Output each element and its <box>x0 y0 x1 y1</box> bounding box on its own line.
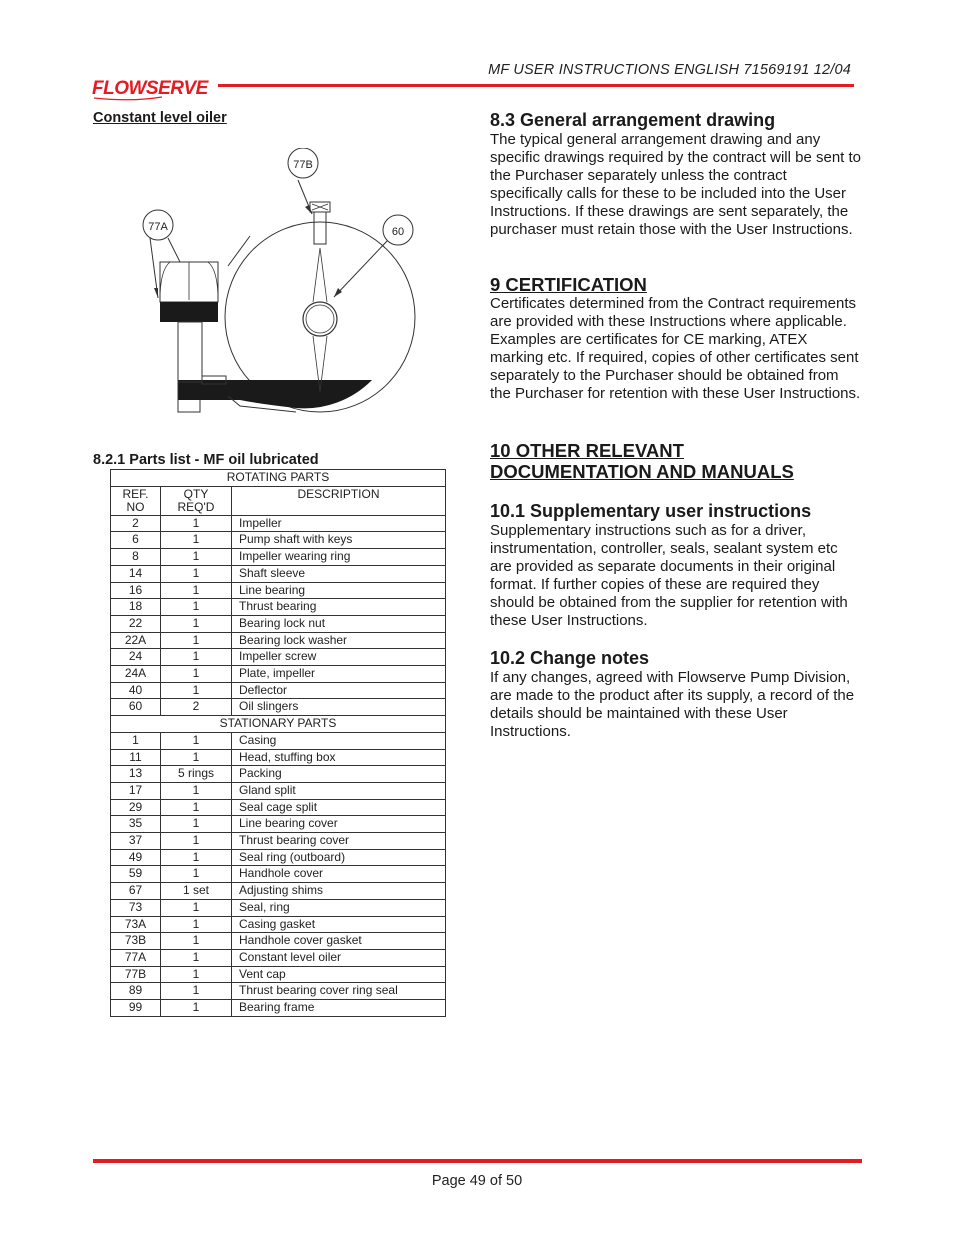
section-10-1-body: Supplementary instructions such as for a driver, instrumentation, controller, seals, sealant system etc are provided as separate documents in their original format. If further copies of these are required they should be obtained from the supplier for retention with these User Instructions. <box>490 522 848 629</box>
ref-cell: 22 <box>111 615 161 632</box>
desc-cell: Bearing lock washer <box>232 632 446 649</box>
constant-level-oiler-drawing <box>140 148 420 418</box>
section-9 <box>490 274 862 403</box>
table-row <box>111 1000 446 1017</box>
col-qty-header: QTY REQ'D <box>161 486 232 515</box>
desc-cell: Handhole cover <box>232 866 446 883</box>
qty-cell: 1 <box>161 582 232 599</box>
table-row <box>111 599 446 616</box>
table-row <box>111 682 446 699</box>
desc-cell: Head, stuffing box <box>232 749 446 766</box>
qty-cell: 1 <box>161 565 232 582</box>
ref-cell: 40 <box>111 682 161 699</box>
header-rule <box>218 84 854 87</box>
ref-cell: 8 <box>111 549 161 566</box>
desc-cell: Adjusting shims <box>232 883 446 900</box>
table-row <box>111 615 446 632</box>
desc-cell: Line bearing cover <box>232 816 446 833</box>
logo-wordmark: FLOWSERVE <box>92 78 208 99</box>
desc-cell: Packing <box>232 766 446 783</box>
table-row <box>111 732 446 749</box>
qty-cell: 1 <box>161 866 232 883</box>
ref-cell: 37 <box>111 833 161 850</box>
ref-cell: 22A <box>111 632 161 649</box>
section-10 <box>490 440 862 482</box>
section-8-3-heading: 8.3 General arrangement drawing <box>490 110 776 130</box>
qty-cell: 2 <box>161 699 232 716</box>
qty-cell: 1 <box>161 732 232 749</box>
desc-cell: Casing gasket <box>232 916 446 933</box>
qty-cell: 1 <box>161 949 232 966</box>
desc-cell: Bearing frame <box>232 1000 446 1017</box>
desc-cell: Seal, ring <box>232 899 446 916</box>
table-row <box>111 766 446 783</box>
col-desc-header: DESCRIPTION <box>232 486 446 515</box>
col-ref-header: REF. NO <box>111 486 161 515</box>
qty-cell: 1 <box>161 899 232 916</box>
callout-77b: 77B <box>293 159 313 171</box>
table-row <box>111 983 446 1000</box>
section-10-1-heading: 10.1 Supplementary user instructions <box>490 501 812 521</box>
qty-cell: 1 <box>161 632 232 649</box>
table-row <box>111 949 446 966</box>
desc-cell: Impeller <box>232 515 446 532</box>
desc-cell: Oil slingers <box>232 699 446 716</box>
ref-cell: 73A <box>111 916 161 933</box>
ref-cell: 73B <box>111 933 161 950</box>
ref-cell: 6 <box>111 532 161 549</box>
ref-cell: 18 <box>111 599 161 616</box>
section-9-heading: 9 CERTIFICATION <box>490 274 647 295</box>
qty-cell: 1 <box>161 849 232 866</box>
callout-77a: 77A <box>148 221 168 233</box>
desc-cell: Pump shaft with keys <box>232 532 446 549</box>
table-row <box>111 899 446 916</box>
table-row <box>111 699 446 716</box>
qty-cell: 1 <box>161 916 232 933</box>
qty-cell: 1 <box>161 649 232 666</box>
qty-cell: 1 <box>161 615 232 632</box>
parts-list-title: 8.2.1 Parts list - MF oil lubricated <box>93 452 319 468</box>
ref-cell: 49 <box>111 849 161 866</box>
qty-cell: 1 <box>161 666 232 683</box>
desc-cell: Constant level oiler <box>232 949 446 966</box>
ref-cell: 11 <box>111 749 161 766</box>
table-row <box>111 782 446 799</box>
qty-cell: 1 <box>161 682 232 699</box>
qty-cell: 1 <box>161 749 232 766</box>
section-10-heading-line1: 10 OTHER RELEVANT <box>490 440 684 461</box>
ref-cell: 73 <box>111 899 161 916</box>
oiler-section-title: Constant level oiler <box>93 110 227 126</box>
flowserve-logo <box>92 74 214 104</box>
section-10-2-body: If any changes, agreed with Flowserve Pump Division, are made to the product after its supply, a record of the details should be maintained with these User Instructions. <box>490 669 855 740</box>
qty-cell: 1 <box>161 532 232 549</box>
ref-cell: 13 <box>111 766 161 783</box>
table-row <box>111 799 446 816</box>
qty-cell: 1 <box>161 966 232 983</box>
ref-cell: 60 <box>111 699 161 716</box>
table-row <box>111 833 446 850</box>
ref-cell: 59 <box>111 866 161 883</box>
ref-cell: 67 <box>111 883 161 900</box>
desc-cell: Line bearing <box>232 582 446 599</box>
desc-cell: Seal cage split <box>232 799 446 816</box>
table-row <box>111 933 446 950</box>
ref-cell: 24 <box>111 649 161 666</box>
desc-cell: Casing <box>232 732 446 749</box>
ref-cell: 99 <box>111 1000 161 1017</box>
table-row <box>111 749 446 766</box>
stationary-parts-heading: STATIONARY PARTS <box>111 716 446 733</box>
desc-cell: Seal ring (outboard) <box>232 849 446 866</box>
ref-cell: 2 <box>111 515 161 532</box>
qty-cell: 1 <box>161 933 232 950</box>
qty-cell: 1 <box>161 549 232 566</box>
ref-cell: 77B <box>111 966 161 983</box>
qty-cell: 1 <box>161 799 232 816</box>
desc-cell: Thrust bearing <box>232 599 446 616</box>
table-row <box>111 582 446 599</box>
section-8-3 <box>490 110 862 239</box>
table-row <box>111 549 446 566</box>
ref-cell: 29 <box>111 799 161 816</box>
ref-cell: 14 <box>111 565 161 582</box>
ref-cell: 35 <box>111 816 161 833</box>
ref-cell: 89 <box>111 983 161 1000</box>
callout-60: 60 <box>391 226 405 238</box>
qty-cell: 1 set <box>161 883 232 900</box>
qty-cell: 1 <box>161 1000 232 1017</box>
desc-cell: Handhole cover gasket <box>232 933 446 950</box>
section-10-2 <box>490 648 862 741</box>
desc-cell: Plate, impeller <box>232 666 446 683</box>
qty-cell: 5 rings <box>161 766 232 783</box>
desc-cell: Deflector <box>232 682 446 699</box>
desc-cell: Impeller wearing ring <box>232 549 446 566</box>
table-row <box>111 849 446 866</box>
ref-cell: 1 <box>111 732 161 749</box>
desc-cell: Shaft sleeve <box>232 565 446 582</box>
table-row <box>111 632 446 649</box>
table-row <box>111 916 446 933</box>
table-row <box>111 666 446 683</box>
ref-cell: 77A <box>111 949 161 966</box>
section-8-3-body: The typical general arrangement drawing and any specific drawings required by the contract will be sent to the Purchaser separately unless the contract specifically calls for these to be included into the User Instructions. If these drawings are sent separately, the purchaser must retain those with the User Instructions. <box>490 131 862 238</box>
qty-cell: 1 <box>161 816 232 833</box>
section-10-2-heading: 10.2 Change notes <box>490 648 650 668</box>
desc-cell: Bearing lock nut <box>232 615 446 632</box>
ref-cell: 16 <box>111 582 161 599</box>
desc-cell: Vent cap <box>232 966 446 983</box>
desc-cell: Thrust bearing cover ring seal <box>232 983 446 1000</box>
qty-cell: 1 <box>161 515 232 532</box>
qty-cell: 1 <box>161 983 232 1000</box>
footer-rule <box>93 1159 862 1163</box>
qty-cell: 1 <box>161 833 232 850</box>
qty-cell: 1 <box>161 599 232 616</box>
table-row <box>111 883 446 900</box>
table-row <box>111 816 446 833</box>
page-number: Page 49 of 50 <box>431 1173 523 1189</box>
parts-list-table <box>110 469 446 1017</box>
table-row <box>111 532 446 549</box>
qty-cell: 1 <box>161 782 232 799</box>
desc-cell: Impeller screw <box>232 649 446 666</box>
rotating-parts-heading: ROTATING PARTS <box>111 470 446 487</box>
table-row <box>111 866 446 883</box>
desc-cell: Gland split <box>232 782 446 799</box>
table-row <box>111 515 446 532</box>
table-row <box>111 966 446 983</box>
section-10-heading-line2: DOCUMENTATION AND MANUALS <box>490 461 794 482</box>
section-10-1 <box>490 501 862 630</box>
document-title: MF USER INSTRUCTIONS ENGLISH 71569191 12/04 <box>488 62 851 78</box>
ref-cell: 17 <box>111 782 161 799</box>
ref-cell: 24A <box>111 666 161 683</box>
table-row <box>111 649 446 666</box>
desc-cell: Thrust bearing cover <box>232 833 446 850</box>
section-9-body: Certificates determined from the Contract requirements are provided with these Instructions where applicable. Examples are certificates for CE marking, ATEX marking etc. If required, copies of other certificates sent separately to the Purchaser should be obtained from the Purchaser for retention with these User Instructions. <box>490 295 861 402</box>
table-row <box>111 565 446 582</box>
